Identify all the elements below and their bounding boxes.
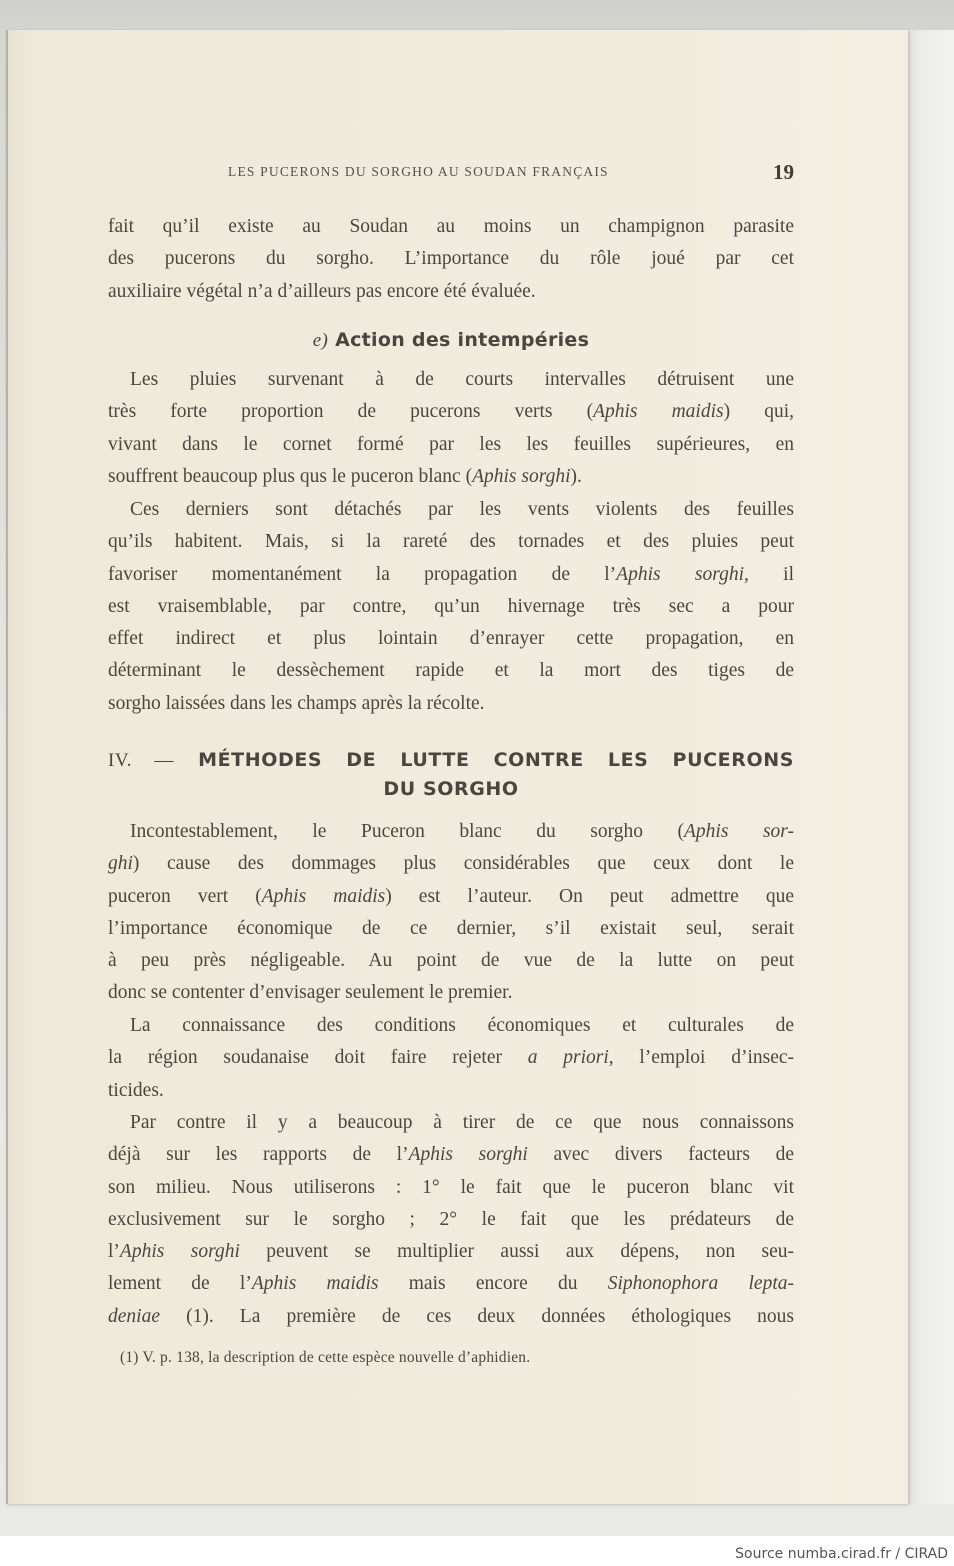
- section-heading-iv: [108, 749, 794, 800]
- latin-phrase: a priori: [527, 1047, 609, 1069]
- species-name: Aphis sor-: [684, 821, 794, 842]
- text-line: la région soudanaise doit faire rejeter a priori, l’emploi d’insec-: [108, 1047, 795, 1069]
- text-line: puceron vert (Aphis maidis) est l’auteur. On peut admettre que: [108, 885, 794, 907]
- text-line: déjà sur les rapports de l’Aphis sorghi avec divers facteurs de: [108, 1144, 794, 1166]
- text-line: est vraisemblable, par contre, qu’un hivernage très sec a pour: [108, 595, 794, 617]
- text-line: Ces derniers sont détachés par les vents violents des feuilles: [130, 499, 794, 520]
- subsection-title: Action des intempéries: [335, 329, 590, 351]
- page-edge-shadow: [906, 30, 954, 1504]
- text-line: son milieu. Nous utiliserons : 1° le fait que le puceron blanc vit: [108, 1176, 794, 1198]
- text-line: à peu près négligeable. Au point de vue de la lutte on peut: [108, 950, 794, 972]
- subsection-letter: e): [312, 330, 329, 351]
- text-line: donc se contenter d’envisager seulement le premier.: [108, 982, 513, 1004]
- subsection-heading-e: [108, 329, 794, 352]
- text-line: ticides.: [108, 1079, 164, 1101]
- section-numeral: IV. —: [108, 750, 174, 771]
- paragraph-intro: [108, 211, 794, 308]
- text-line: déterminant le dessèchement rapide et la mort des tiges de: [108, 660, 794, 682]
- section-title-line2: DU SORGHO: [383, 778, 519, 800]
- species-name: Aphis sorghi: [472, 465, 571, 487]
- text-line: fait qu’il existe au Soudan au moins un champignon parasite: [108, 216, 794, 237]
- paragraph-wind: [108, 494, 794, 720]
- text-line: effet indirect et plus lointain d’enrayer cette propagation, en: [108, 628, 794, 650]
- species-name: Aphis maidis: [261, 885, 386, 907]
- text-line: l’importance économique de ce dernier, s’il existait seul, serait: [108, 917, 794, 939]
- text-line: qu’ils habitent. Mais, si la rareté des tornades et des pluies peut: [108, 531, 794, 553]
- species-name: deniae: [108, 1305, 160, 1327]
- source-credit: Source numba.cirad.fr / CIRAD: [735, 1546, 948, 1562]
- text-line: auxiliaire végétal n’a d’ailleurs pas encore été évaluée.: [108, 280, 536, 302]
- paragraph-incontestablement: [108, 816, 794, 1010]
- paragraph-rain: [108, 364, 794, 493]
- footnote: (1) V. p. 138, la description de cette espèce nouvelle d’aphidien.: [120, 1349, 531, 1366]
- paragraph-par-contre: [108, 1107, 794, 1333]
- paragraph-connaissance: [108, 1010, 794, 1107]
- text-line: Par contre il y a beaucoup à tirer de ce que nous connaissons: [130, 1112, 794, 1133]
- text-line: sorgho laissées dans les champs après la récolte.: [108, 692, 485, 714]
- species-name: Aphis sorghi: [616, 563, 744, 585]
- text-line: La connaissance des conditions économiques et culturales de: [130, 1015, 794, 1036]
- section-heading-line: [108, 749, 794, 772]
- text-line: favoriser momentanément la propagation de l’Aphis sorghi, il: [108, 563, 794, 585]
- species-name: Aphis maidis: [251, 1273, 379, 1295]
- text-line: vivant dans le cornet formé par les les feuilles supérieures, en: [108, 433, 794, 455]
- text-line: l’Aphis sorghi peuvent se multiplier aussi aux dépens, non seu-: [108, 1241, 795, 1263]
- species-name: Aphis sorghi: [119, 1241, 240, 1263]
- text-line: des pucerons du sorgho. L’importance du rôle joué par cet: [108, 248, 794, 270]
- text-line: Les pluies survenant à de courts intervalles détruisent une: [130, 369, 794, 390]
- species-name: ghi: [108, 853, 133, 875]
- text-line: souffrent beaucoup plus qus le puceron blanc (Aphis sorghi).: [108, 465, 582, 487]
- section-title: MÉTHODES DE LUTTE CONTRE LES PUCERONS: [198, 749, 794, 771]
- text-line: deniae (1). La première de ces deux données éthologiques nous: [108, 1305, 794, 1327]
- page-number: 19: [773, 160, 794, 184]
- species-name: Siphonophora lepta-: [607, 1273, 794, 1295]
- running-header: [108, 160, 794, 188]
- text-line: ghi) cause des dommages plus considérables que ceux dont le: [108, 853, 794, 875]
- text-line: exclusivement sur le sorgho ; 2° le fait que les prédateurs de: [108, 1208, 794, 1230]
- text-line: Incontestablement, le Puceron blanc du sorgho (Aphis sor-: [130, 821, 794, 842]
- running-title: LES PUCERONS DU SORGHO AU SOUDAN FRANÇAIS: [228, 164, 609, 179]
- text-line: très forte proportion de pucerons verts (Aphis maidis) qui,: [108, 401, 794, 423]
- text-line: lement de l’Aphis maidis mais encore du Siphonophora lepta-: [108, 1273, 794, 1295]
- species-name: Aphis maidis: [593, 401, 724, 423]
- species-name: Aphis sorghi: [408, 1144, 528, 1166]
